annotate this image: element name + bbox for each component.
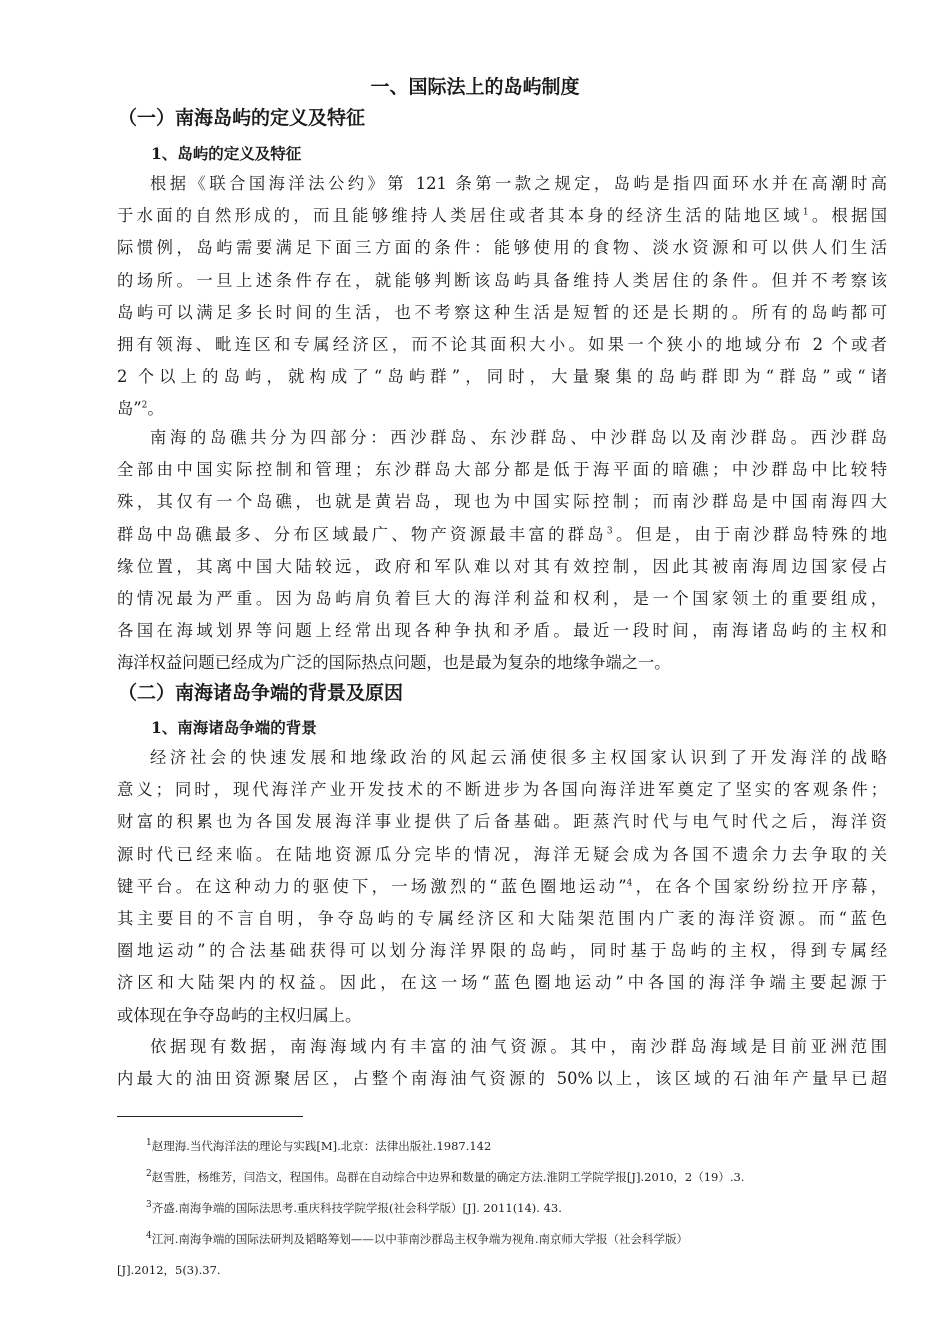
text-line: 缘位置，其离中国大陆较远，政府和军队难以对其有效控制，因此其被南海周边国家侵占 (117, 556, 887, 576)
section-heading-1: （一）南海岛屿的定义及特征 (118, 107, 366, 129)
text-line: 岛屿可以满足多长时间的生活，也不考察这种生活是短暂的还是长期的。所有的岛屿都可 (117, 302, 887, 322)
text-line: 殊，其仅有一个岛礁，也就是黄岩岛，现也为中国实际控制；而南沙群岛是中国南海四大 (117, 492, 887, 512)
section-heading-2: （二）南海诸岛争端的背景及原因 (118, 682, 404, 704)
footnote-ref-4[interactable]: 4 (626, 878, 633, 889)
text-run: 群岛中岛礁最多、分布区域最广、物产资源最丰富的群岛 (117, 524, 607, 544)
text-line: 其主要目的不言自明，争夺岛屿的专属经济区和大陆架范围内广袤的海洋资源。而“蓝色 (117, 908, 887, 928)
text-line (117, 871, 887, 903)
text-run: 。根据国 (808, 206, 887, 226)
text-line (117, 200, 887, 232)
text-line: 济区和大陆架内的权益。因此，在这一场“蓝色圈地运动”中各国的海洋争端主要起源于 (117, 973, 887, 993)
footnote-separator (117, 1116, 303, 1117)
footnote-4 (146, 1231, 688, 1247)
footnote-text: 齐盛.南海争端的国际法思考.重庆科技学院学报(社会科学版）[J]. 2011(14). 43. (151, 1201, 562, 1215)
footnote-mark: 3 (146, 1200, 152, 1211)
paragraph-4 (117, 1031, 887, 1095)
subsection-heading-1: 1、岛屿的定义及特征 (151, 144, 302, 163)
paragraph-2 (117, 422, 887, 680)
text-line: 根据《联合国海洋法公约》第 121 条第一款之规定，岛屿是指四面环水并在高潮时高 (150, 174, 887, 193)
text-line: 财富的积累也为各国发展海洋事业提供了后备基础。距蒸汽时代与电气时代之后，海洋资 (117, 812, 887, 832)
paragraph-3 (117, 742, 887, 1032)
text-line (117, 519, 887, 551)
text-line: 经济社会的快速发展和地缘政治的风起云涌使很多主权国家认识到了开发海洋的战略 (150, 748, 887, 767)
text-run: 于水面的自然形成的，而且能够维持人类居住或者其本身的经济生活的陆地区域 (117, 206, 803, 226)
text-run: 。 (147, 399, 164, 419)
text-line (117, 393, 887, 425)
footnote-text: 赵理海.当代海洋法的理论与实践[M].北京：法律出版社.1987.142 (151, 1139, 492, 1153)
text-line: 各国在海域划界等问题上经常出现各种争执和矛盾。最近一段时间，南海诸岛屿的主权和 (117, 621, 887, 641)
footnote-4-continued: [J].2012，5(3).37. (117, 1263, 221, 1277)
text-run: 。但是，由于南沙群岛特殊的地 (612, 524, 887, 544)
text-line: 源时代已经来临。在陆地资源瓜分完毕的情况，海洋无疑会成为各国不遗余力去争取的关 (117, 844, 887, 864)
text-line: 意义；同时，现代海洋产业开发技术的不断进步为各国向海洋进军奠定了坚实的客观条件； (117, 780, 887, 800)
footnote-mark: 1 (146, 1138, 152, 1149)
footnote-ref-3[interactable]: 3 (606, 526, 613, 537)
footnote-mark: 2 (146, 1169, 152, 1180)
text-line: 全部由中国实际控制和管理；东沙群岛大部分都是低于海平面的暗礁；中沙群岛中比较特 (117, 460, 887, 480)
text-line: 海洋权益问题已经成为广泛的国际热点问题，也是最为复杂的地缘争端之一。 (117, 653, 671, 673)
footnote-mark: 4 (146, 1231, 152, 1242)
chapter-heading: 一、国际法上的岛屿制度 (370, 76, 580, 98)
text-run: 键平台。在这种动力的驱使下，一场激烈的“蓝色圈地运动” (117, 876, 627, 896)
text-line: 2 个以上的岛屿，就构成了“岛屿群”，同时，大量聚集的岛屿群即为“群岛”或“诸 (117, 367, 887, 387)
text-run: ，在各个国家纷纷拉开序幕， (632, 876, 887, 896)
subsection-heading-2: 1、南海诸岛争端的背景 (151, 718, 317, 737)
text-line: 拥有领海、毗连区和专属经济区，而不论其面积大小。如果一个狭小的地域分布 2 个或者 (117, 334, 887, 354)
text-line: 南海的岛礁共分为四部分：西沙群岛、东沙群岛、中沙群岛以及南沙群岛。西沙群岛 (150, 428, 887, 447)
text-line: 依据现有数据，南海海域内有丰富的油气资源。其中，南沙群岛海域是目前亚洲范围 (150, 1037, 887, 1056)
paragraph-1 (117, 168, 887, 426)
footnote-text: 江河.南海争端的国际法研判及韬略筹划——以中菲南沙群岛主权争端为视角.南京师大学报（社会科学版） (151, 1232, 689, 1246)
text-line: 内最大的油田资源聚居区，占整个南海油气资源的 50%以上，该区域的石油年产量早已超 (117, 1069, 887, 1089)
footnote-ref-1[interactable]: 1 (802, 207, 809, 218)
footnote-3 (146, 1200, 562, 1216)
text-run: 岛” (117, 399, 142, 419)
footnote-ref-2[interactable]: 2 (141, 400, 148, 411)
text-line: 圈地运动”的合法基础获得可以划分海洋界限的岛屿，同时基于岛屿的主权，得到专属经 (117, 941, 887, 961)
text-line: 际惯例，岛屿需要满足下面三方面的条件：能够使用的食物、淡水资源和可以供人们生活 (117, 238, 887, 258)
text-line: 的情况最为严重。因为岛屿肩负着巨大的海洋利益和权利，是一个国家领土的重要组成， (117, 588, 887, 608)
text-line: 的场所。一旦上述条件存在，就能够判断该岛屿具备维持人类居住的条件。但并不考察该 (117, 270, 887, 290)
footnote-2 (146, 1169, 744, 1185)
footnote-text: 赵雪胜，杨维芳，闫浩文，程国伟。岛群在自动综合中边界和数量的确定方法.淮阴工学院学报[J].2010，2（19）.3. (151, 1170, 745, 1184)
footnote-1 (146, 1138, 491, 1154)
text-line: 或体现在争夺岛屿的主权归属上。 (117, 1005, 362, 1025)
